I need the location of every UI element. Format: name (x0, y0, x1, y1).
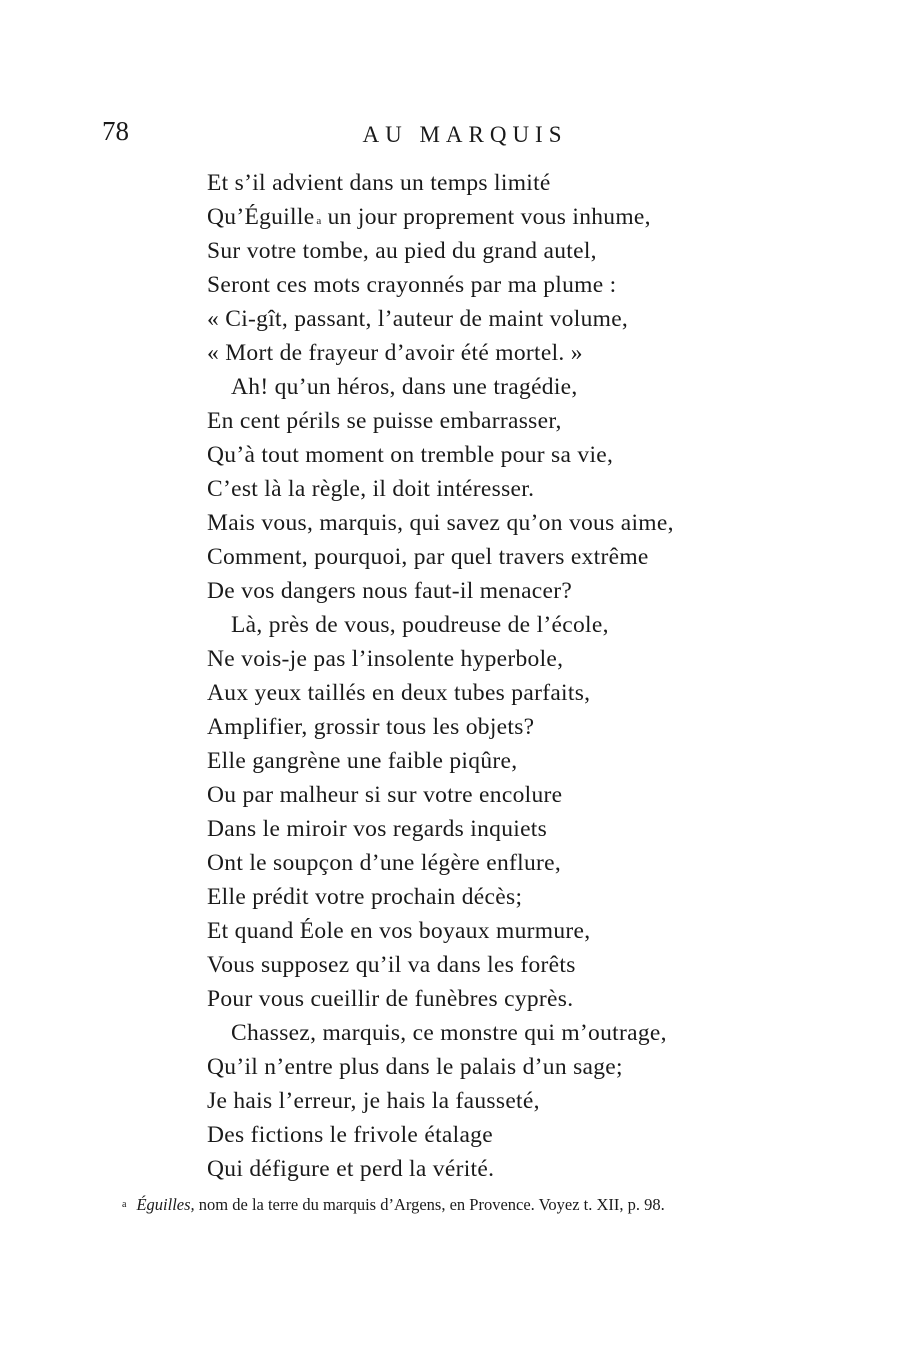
verse-text: Aux yeux taillés en deux tubes parfaits, (207, 680, 591, 706)
footnote-text: nom de la terre du marquis d’Argens, en Provence. Voyez t. XII, p. 98. (198, 1195, 665, 1214)
verse-text: Amplifier, grossir tous les objets? (207, 714, 535, 740)
verse-text: Ou par malheur si sur votre encolure (207, 782, 563, 808)
verse-text: Qu’Éguille (207, 204, 315, 230)
verse-line (207, 234, 767, 268)
verse-line (207, 880, 767, 914)
verse-line (207, 914, 767, 948)
verse-line (207, 1152, 767, 1186)
verse-line (207, 336, 767, 370)
verse-line (207, 540, 767, 574)
verse-text: Ah! qu’un héros, dans une tragédie, (231, 374, 578, 400)
verse-line (207, 948, 767, 982)
verse-text: Là, près de vous, poudreuse de l’école, (231, 612, 609, 638)
verse-line (207, 846, 767, 880)
verse-line (207, 642, 767, 676)
verse-line (207, 404, 767, 438)
verse-text: Des fictions le frivole étalage (207, 1122, 493, 1148)
verse-text: « Ci-gît, passant, l’auteur de maint volume, (207, 306, 629, 332)
verse-line (207, 710, 767, 744)
verse-text: Sur votre tombe, au pied du grand autel, (207, 238, 597, 264)
verse-text: En cent périls se puisse embarrasser, (207, 408, 562, 434)
verse-line (207, 812, 767, 846)
verse-text: Vous supposez qu’il va dans les forêts (207, 952, 576, 978)
verse-text: Elle gangrène une faible piqûre, (207, 748, 518, 774)
verse-line (207, 370, 767, 404)
verse-text-continued: un jour proprement vous inhume, (327, 204, 651, 230)
verse-text: Je hais l’erreur, je hais la fausseté, (207, 1088, 540, 1114)
verse-text: « Mort de frayeur d’avoir été mortel. » (207, 340, 583, 366)
verse-text: Chassez, marquis, ce monstre qui m’outrage, (231, 1020, 667, 1046)
verse-line (207, 1016, 767, 1050)
footnote-reference: a (316, 215, 322, 227)
verse-line (207, 472, 767, 506)
verse-line (207, 200, 767, 234)
verse-text: Dans le miroir vos regards inquiets (207, 816, 548, 842)
verse-text: Et s’il advient dans un temps limité (207, 170, 551, 196)
verse-text: C’est là la règle, il doit intéresser. (207, 476, 535, 502)
footnote-term: Éguilles, (136, 1195, 195, 1214)
page-number: 78 (102, 116, 129, 146)
verse-text: Pour vous cueillir de funèbres cyprès. (207, 986, 574, 1012)
verse-text: De vos dangers nous faut-il menacer? (207, 578, 573, 604)
running-title: AU MARQUIS (362, 122, 568, 147)
verse-line (207, 268, 767, 302)
verse-line (207, 1084, 767, 1118)
verse-line (207, 438, 767, 472)
verse-line (207, 744, 767, 778)
verse-line (207, 778, 767, 812)
verse-line (207, 982, 767, 1016)
verse-text: Qu’à tout moment on tremble pour sa vie, (207, 442, 614, 468)
verse-line (207, 574, 767, 608)
verse-line (207, 302, 767, 336)
verse-line (207, 166, 767, 200)
verse-line (207, 1118, 767, 1152)
verse-text: Ne vois-je pas l’insolente hyperbole, (207, 646, 564, 672)
footnote-mark: a (122, 1199, 127, 1210)
verse-text: Qu’il n’entre plus dans le palais d’un sage; (207, 1054, 623, 1080)
verse-line (207, 676, 767, 710)
verse-text: Elle prédit votre prochain décès; (207, 884, 523, 910)
verse-line (207, 506, 767, 540)
verse-text: Ont le soupçon d’une légère enflure, (207, 850, 562, 876)
verse-text: Seront ces mots crayonnés par ma plume : (207, 272, 617, 298)
verse-text: Et quand Éole en vos boyaux murmure, (207, 918, 591, 944)
verse-text: Qui défigure et perd la vérité. (207, 1156, 495, 1182)
verse-text: Mais vous, marquis, qui savez qu’on vous aime, (207, 510, 674, 536)
verse-line (207, 608, 767, 642)
footnote (122, 1194, 822, 1216)
verse-text: Comment, pourquoi, par quel travers extrême (207, 544, 649, 570)
poem-body (207, 166, 767, 1186)
verse-line (207, 1050, 767, 1084)
